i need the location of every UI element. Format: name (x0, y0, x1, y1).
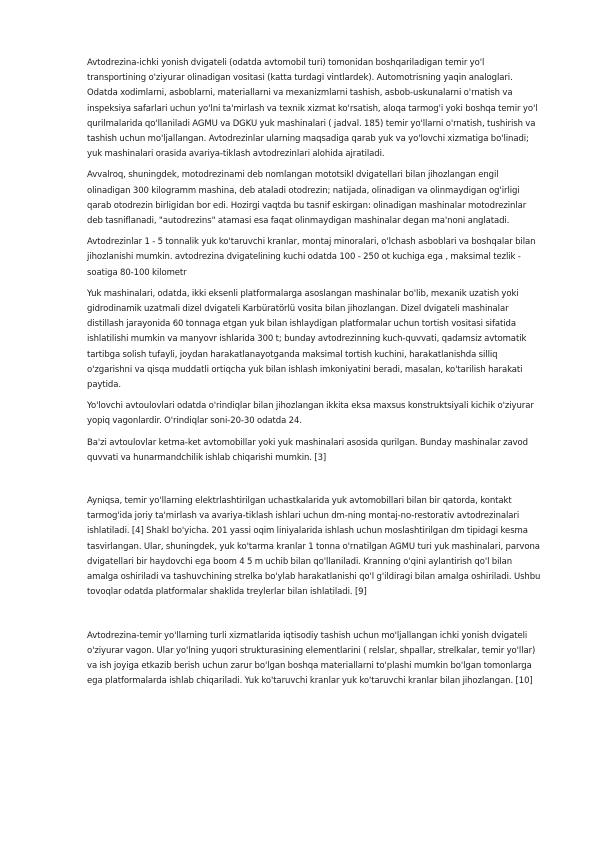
paragraph-4: Yuk mashinalari, odatda, ikki eksenli platformalarga asoslangan mashinalar bo'lib, mexanik uzatish yoki gidrodinamik uzatmali dizel dvigateli Karbüratörlü vosita bilan jihozlangan. Dizel dvigateli mashinalar distillash jarayonida 60 tonnaga etgan yuk bilan ishlaydigan platformalar uchun tortish vositasi sifatida ishlatilishi mumkin va manyovr ishlarida 300 t; bunday avtodrezinning kuch-quvvati, qadamsiz avtomatik tartibga solish tufayli, joydan harakatlanayotganda maksimal tortish kuchini, harakatlanishda silliq o'zgarishni va qisqa muddatli ortiqcha yuk bilan ishlash imkoniyatini beradi, masalan, ko'tarilish harakati paytida. (87, 288, 527, 391)
paragraph-1: Avtodrezina-ichki yonish dvigateli (odatda avtomobil turi) tomonidan boshqariladigan temir yo'l transportining o'ziyurar olinadigan vositasi (katta turdagi vintlardek). Automotrisning yaqin analoglari. Odatda xodimlarni, asboblarni, materiallarni va mexanizmlarni tashish, asbob-uskunalarni o'rnatish va inspeksiya safarlari uchun yo'lni ta'mirlash va texnik xizmat ko'rsatish, aloqa tarmog'i yoki boshqa temir yo'l qurilmalarida qo'llaniladi AGMU va DGKU yuk mashinalari ( jadval. 185) temir yo'llarni o'rnatish, tushirish va tashish uchun mo'ljallangan. Avtodrezinlar ularning maqsadiga qarab yuk va yo'lovchi xizmatiga bo'linadi; yuk mashinalari orasida avariya-tiklash avtodrezinlari alohida ajratiladi. (87, 58, 538, 160)
paragraph-6: Ba'zi avtoulovlar ketma-ket avtomobillar yoki yuk mashinalari asosida qurilgan. Bunday mashinalar zavod quvvati va hunarmandchilik ishlab chiqarishi mumkin. [3] (87, 437, 528, 463)
paragraph-2: Avvalroq, shuningdek, motodrezinami deb nomlangan mototsikl dvigatellari bilan jihozlangan engil olinadigan 300 kilogramm mashina, deb ataladi otodrezin; natijada, olinadigan va olinmaydigan og'irligi qarab otodrezin birligidan bor edi. Hozirgi vaqtda bu tasnif eskirgan: olinadigan mashinalar motodrezinlar deb tasniflanadi, "autodrezins" atamasi esa faqat olinmaydigan mashinalar degan ma'noni anglatadi. (87, 170, 527, 227)
paragraph-8: Avtodrezina-temir yo'llarning turli xizmatlarida iqtisodiy tashish uchun mo'ljallangan ichki yonish dvigateli o'ziyurar vagon. Ular yo'lning yuqori strukturasining elementlarini ( relslar, shpallar, strelkalar, temir yo'llar) va ish joyiga etkazib berish uchun zarur bo'lgan boshqa materiallarni to'plashi mumkin bo'lgan tomonlarga ega platformalarda ishlab chiqariladi. Yuk ko'taruvchi kranlar yuk ko'taruvchi kranlar bilan jihozlangan. [10] (87, 630, 536, 687)
paragraph-7: Ayniqsa, temir yo'llarning elektrlashtirilgan uchastkalarida yuk avtomobillari bilan bir qatorda, kontakt tarmog'ida joriy ta'mirlash va avariya-tiklash ishlari uchun dm-ning montaj-no-restorativ avtodrezinalari ishlatiladi. [4] Shakl bo'yicha. 201 yassi oqim liniyalarida ishlash uchun moslashtirilgan dm tipidagi kesma tasvirlangan. Ular, shuningdek, yuk ko'tarma kranlar 1 tonna o'rnatilgan AGMU turi yuk mashinalari, parvona dvigatellari bir haydovchi ega boom 4 5 m uchib bilan qo'llaniladi. Kranning o'qini aylantirish qo'l bilan amalga oshiriladi va tashuvchining strelka bo'ylab harakatlanishi qo'l g'ildiragi bilan amalga oshiriladi. Ushbu tovoqlar odatda platformalar shaklida treylerlar bilan ishlatiladi. [9] (87, 496, 541, 598)
paragraph-3: Avtodrezinlar 1 - 5 tonnalik yuk ko'taruvchi kranlar, montaj minoralari, o'lchash asboblari va boshqalar bilan jihozlanishi mumkin. avtodrezina dvigatelining kuchi odatda 100 - 250 ot kuchiga ega , maksimal tezlik - soatiga 80-100 kilometr (87, 237, 536, 278)
paragraph-5: Yo'lovchi avtoulovlari odatda o'rindiqlar bilan jihozlangan ikkita eksa maxsus konstruktsiyali kichik o'ziyurar yopiq vagonlardir. O'rindiqlar soni-20-30 odatda 24. (87, 401, 534, 427)
